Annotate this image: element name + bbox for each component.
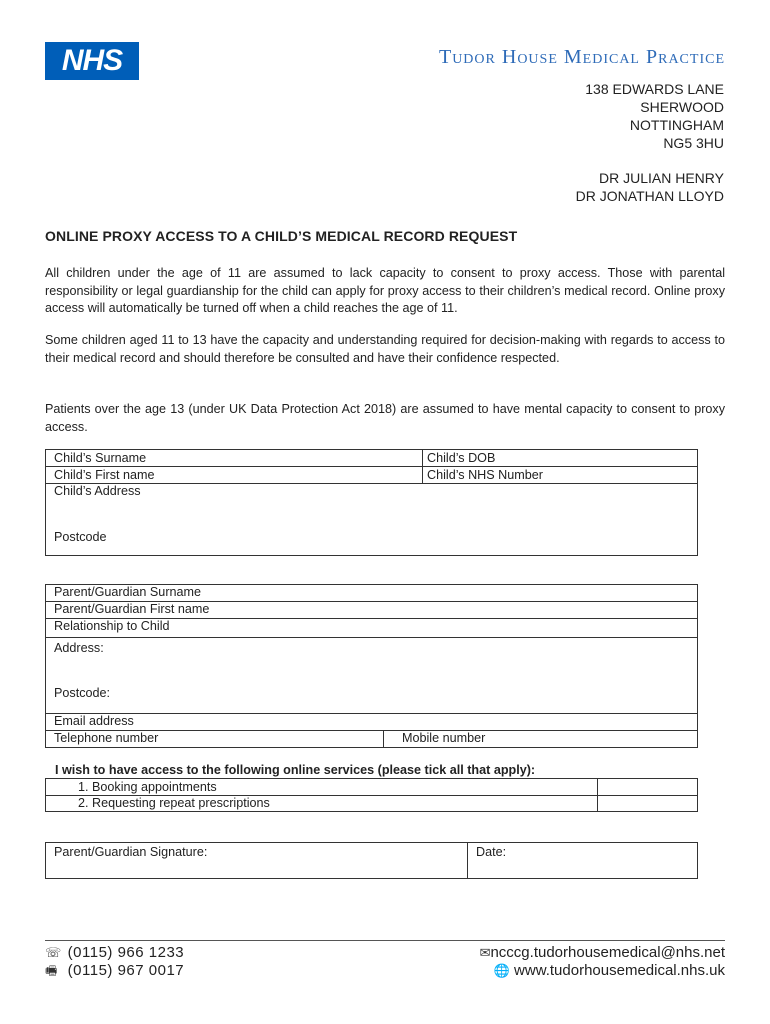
form-title: ONLINE PROXY ACCESS TO A CHILD’S MEDICAL RECORD REQUEST — [45, 228, 518, 244]
telephone-icon: ☏ — [45, 945, 62, 960]
guardian-row-5 — [46, 714, 697, 731]
practice-name: Tudor House Medical Practice — [438, 46, 725, 68]
address-line: 138 EDWARDS LANE — [585, 81, 724, 97]
guardian-row-4 — [46, 638, 697, 714]
paragraph-over-13: Patients over the age 13 (under UK Data Protection Act 2018) are assumed to have mental capacity to consent to proxy access. — [45, 402, 725, 434]
signature-box — [45, 842, 698, 879]
tick-box-booking[interactable] — [598, 779, 697, 795]
child-dob-field[interactable]: Child’s DOB — [427, 451, 496, 465]
mobile-field[interactable]: Mobile number — [402, 731, 486, 745]
footer-divider — [45, 940, 725, 941]
address-line: SHERWOOD — [640, 99, 724, 115]
child-surname-field[interactable]: Child’s Surname — [54, 451, 147, 465]
service-booking-appointments: 1. Booking appointments — [78, 780, 217, 794]
doctor-name: DR JULIAN HENRY — [599, 170, 724, 186]
date-field[interactable]: Date: — [476, 845, 507, 859]
phone-number: (0115) 966 1233 — [67, 944, 185, 961]
child-details-box — [45, 449, 698, 556]
email-link[interactable]: ncccg.tudorhousemedical@nhs.net — [490, 944, 725, 961]
globe-icon: 🌐 — [493, 963, 510, 978]
child-postcode-field[interactable]: Postcode — [54, 530, 107, 544]
guardian-postcode-field[interactable]: Postcode: — [54, 686, 111, 700]
child-address-field[interactable]: Child’s Address — [54, 484, 141, 498]
child-first-name-field[interactable]: Child’s First name — [54, 468, 155, 482]
guardian-address-field[interactable]: Address: — [54, 641, 104, 655]
footer-contact-web — [472, 944, 725, 980]
guardian-details-box — [45, 584, 698, 748]
signature-field[interactable]: Parent/Guardian Signature: — [54, 845, 208, 859]
tick-box-prescriptions[interactable] — [598, 796, 697, 811]
website-link[interactable]: www.tudorhousemedical.nhs.uk — [514, 962, 725, 979]
child-nhs-number-field[interactable]: Child’s NHS Number — [427, 468, 543, 482]
nhs-logo: NHS — [45, 42, 139, 80]
guardian-surname-field[interactable]: Parent/Guardian Surname — [54, 585, 202, 599]
services-table — [45, 778, 698, 812]
fax-number: (0115) 967 0017 — [67, 962, 185, 979]
relationship-field[interactable]: Relationship to Child — [54, 619, 170, 633]
practice-address — [576, 80, 724, 205]
telephone-field[interactable]: Telephone number — [54, 731, 159, 745]
address-line: NG5 3HU — [663, 135, 724, 151]
footer-contact-phones — [45, 944, 184, 980]
guardian-first-name-field[interactable]: Parent/Guardian First name — [54, 602, 210, 616]
doctor-name: DR JONATHAN LLOYD — [575, 188, 724, 204]
envelope-icon: ✉ — [479, 945, 491, 960]
services-heading: I wish to have access to the following online services (please tick all that apply): — [55, 763, 536, 777]
fax-icon: 🖷 — [45, 963, 58, 978]
paragraph-11-to-13: Some children aged 11 to 13 have the capacity and understanding required for decision-making with regards to access to their medical record and should therefore be consulted and have their confidence respected. — [45, 333, 725, 365]
paragraph-under-11: All children under the age of 11 are assumed to lack capacity to consent to proxy access. Those with parental responsibility or legal guardianship for the child can apply for proxy access to their children’s medical record. Online proxy access will automatically be turned off when a child reaches the age of 11. — [45, 266, 725, 315]
email-field[interactable]: Email address — [54, 714, 134, 728]
address-line: NOTTINGHAM — [629, 117, 724, 133]
service-repeat-prescriptions: 2. Requesting repeat prescriptions — [78, 796, 270, 810]
